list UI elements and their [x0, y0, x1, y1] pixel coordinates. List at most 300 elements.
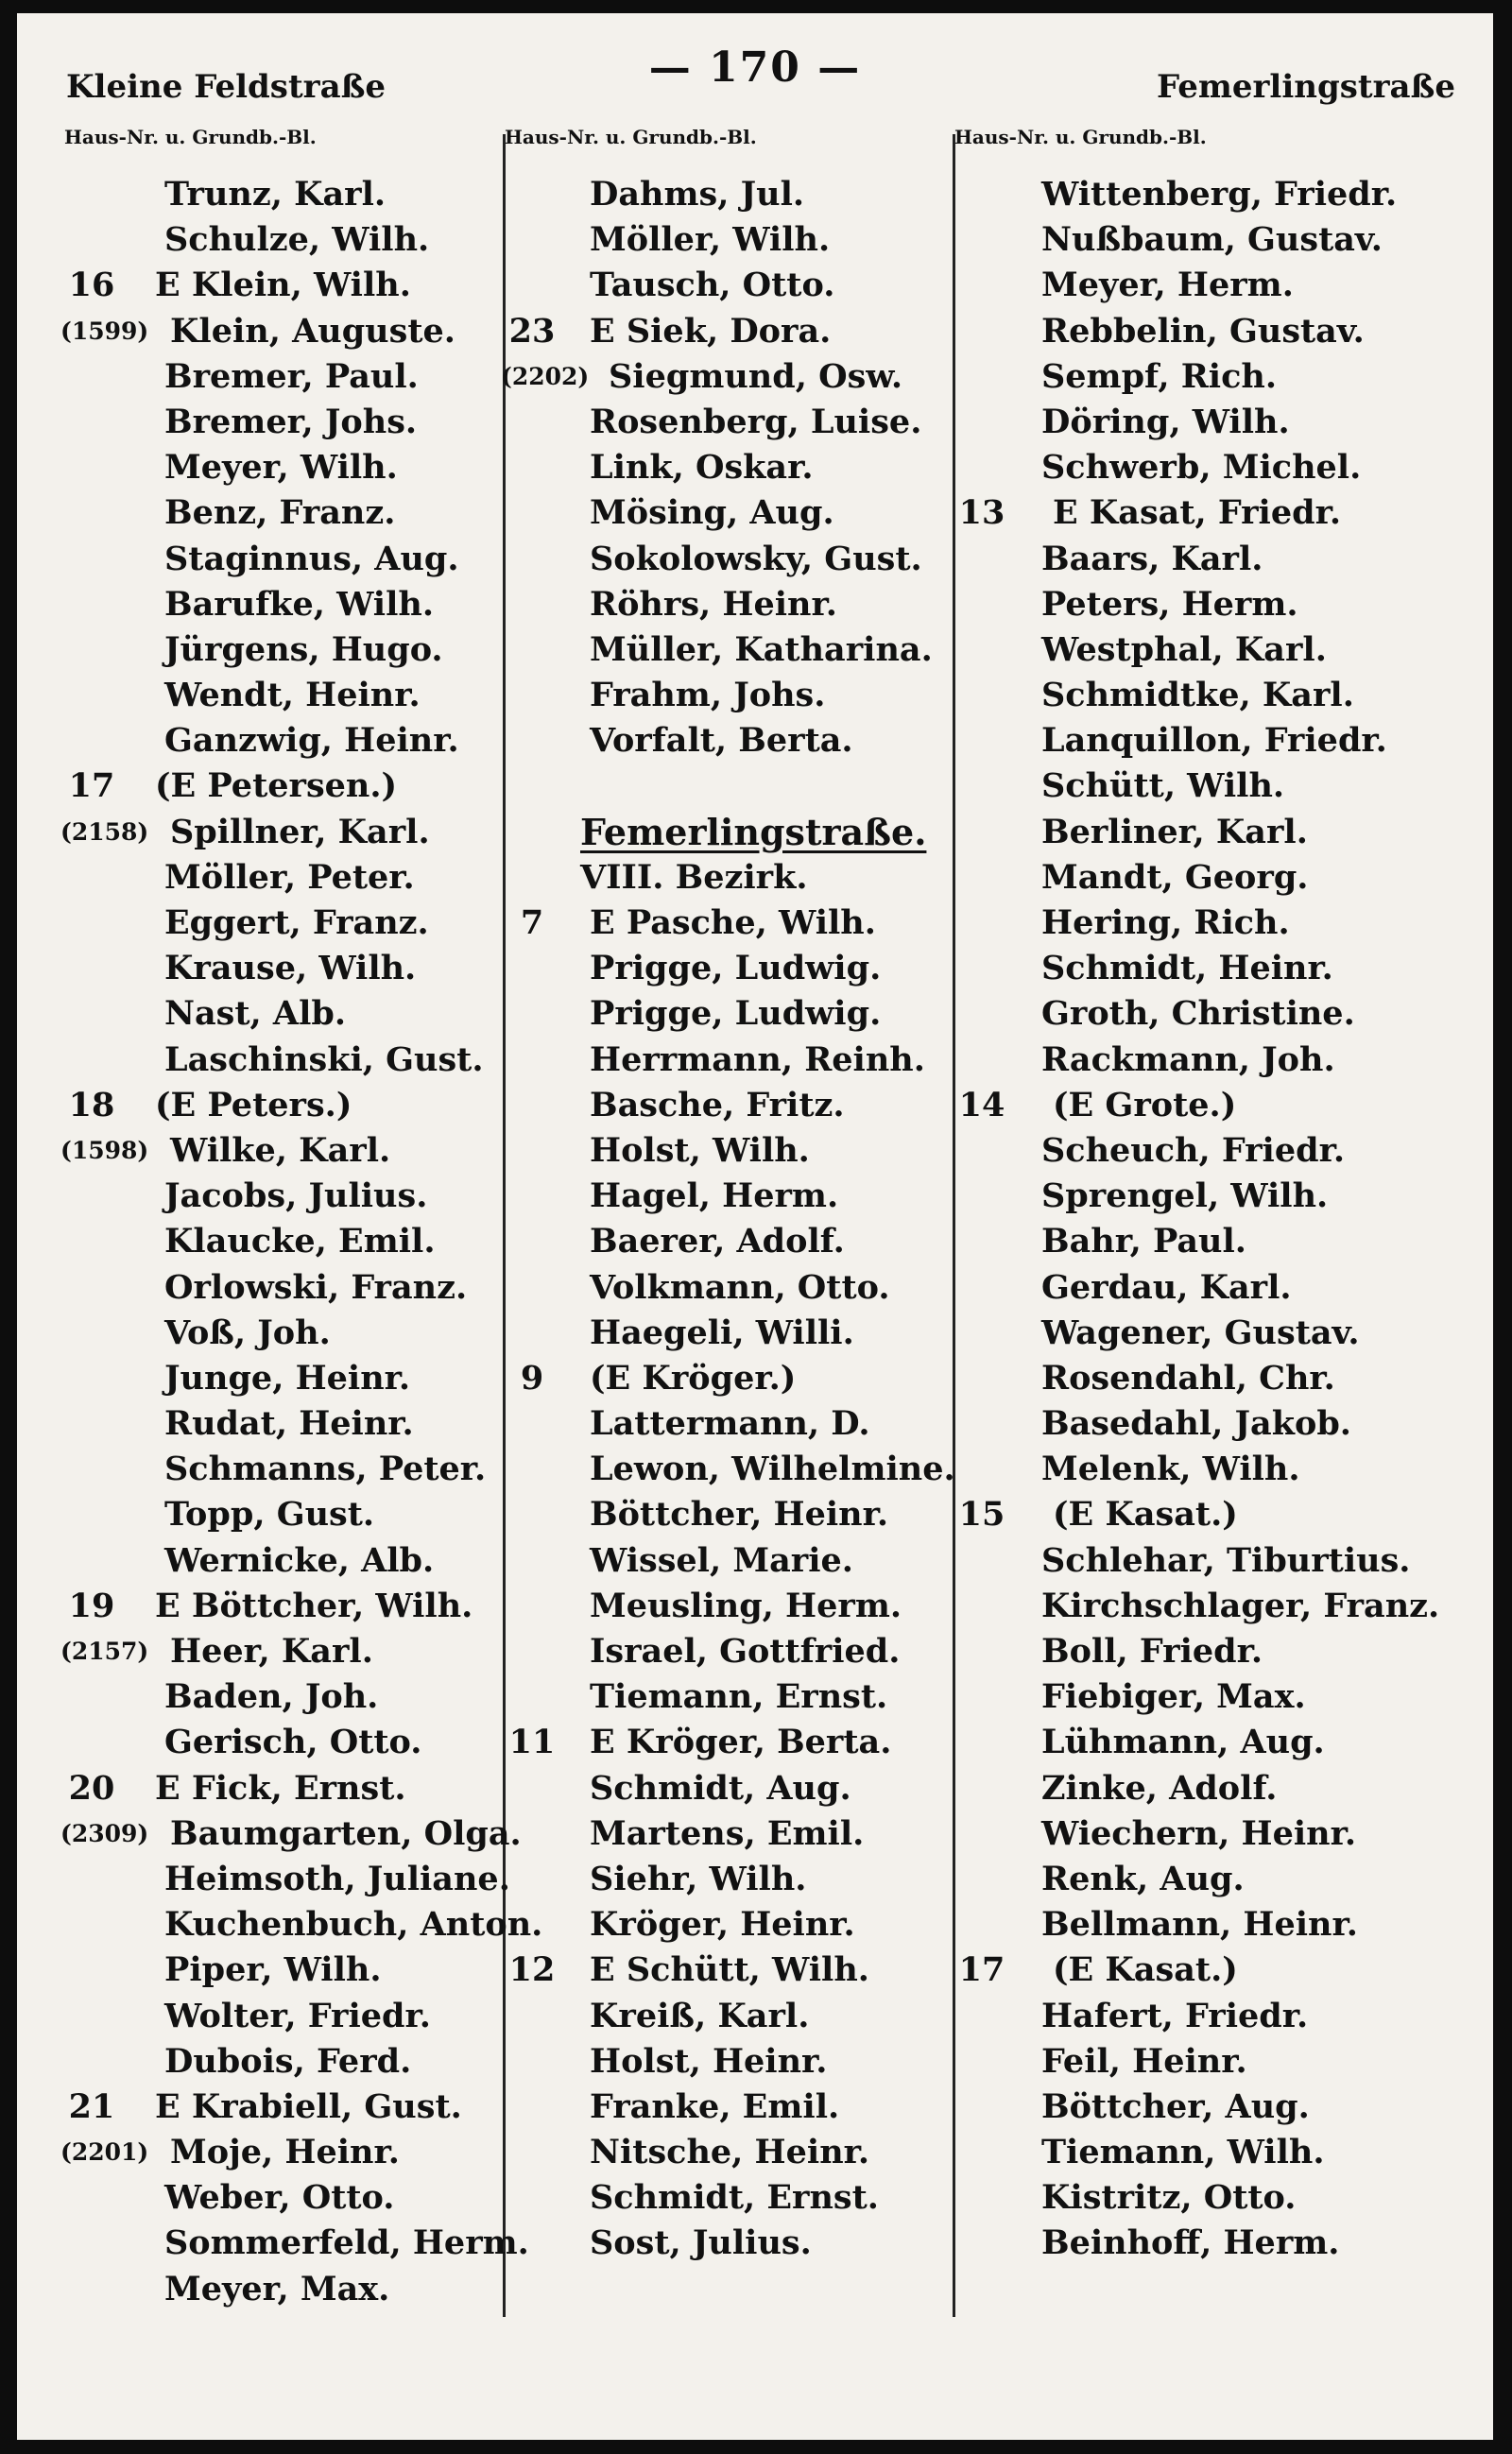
resident-name: Lanquillon, Friedr.: [1041, 721, 1387, 761]
resident-name: Volkmann, Otto.: [590, 1267, 890, 1307]
resident-name: Bremer, Paul.: [164, 356, 419, 396]
resident-name: Zinke, Adolf.: [1041, 1768, 1278, 1808]
resident-entry: [953, 1038, 1482, 1083]
resident-entry: [503, 1174, 947, 1219]
resident-name: Böttcher, Aug.: [1041, 2086, 1310, 2126]
resident-entry: [953, 1674, 1482, 1720]
resident-entry: [953, 1219, 1482, 1264]
resident-entry: [503, 1720, 947, 1765]
resident-entry: [62, 354, 507, 400]
resident-entry: [62, 718, 507, 764]
spacer-row: [503, 764, 947, 809]
resident-entry: [62, 1629, 507, 1674]
resident-name: Benz, Franz.: [164, 493, 396, 533]
resident-name: Vorfalt, Berta.: [590, 721, 853, 761]
resident-entry: [953, 582, 1482, 627]
resident-entry: [953, 810, 1482, 855]
house-number: 14: [958, 1085, 1005, 1124]
resident-name: Möller, Peter.: [164, 857, 415, 897]
resident-entry: [953, 2039, 1482, 2085]
resident-entry: [503, 2085, 947, 2130]
resident-name: Fiebiger, Max.: [1041, 1677, 1306, 1717]
resident-name: Prigge, Ludwig.: [590, 994, 882, 1034]
resident-entry: [953, 490, 1482, 536]
house-number: 15: [958, 1495, 1005, 1535]
resident-entry: [503, 309, 947, 354]
resident-entry: [62, 1265, 507, 1311]
resident-name: Bremer, Johs.: [164, 402, 418, 441]
resident-entry: [953, 217, 1482, 263]
resident-name: Renk, Aug.: [1041, 1859, 1245, 1898]
house-number: 23: [508, 311, 556, 351]
resident-name: Döring, Wilh.: [1041, 402, 1290, 441]
resident-entry: [62, 582, 507, 627]
resident-name: Wolter, Friedr.: [164, 1996, 431, 2035]
resident-name: Peters, Herm.: [1041, 584, 1298, 624]
resident-name: Heimsoth, Juliane.: [164, 1859, 510, 1898]
resident-name: Schulze, Wilh.: [164, 220, 430, 260]
resident-entry: [62, 1948, 507, 1993]
resident-name: Meyer, Wilh.: [164, 448, 398, 488]
column-header: Haus-Nr. u. Grundb.-Bl.: [64, 126, 317, 148]
resident-name: Westphal, Karl.: [1041, 629, 1327, 669]
resident-entry: [953, 764, 1482, 809]
resident-entry: [953, 901, 1482, 946]
resident-entry: [503, 490, 947, 536]
land-register-number: (2201): [60, 2138, 149, 2167]
resident-entry: [503, 991, 947, 1037]
resident-entry: [503, 1083, 947, 1128]
resident-entry: [62, 1356, 507, 1401]
resident-name: Israel, Gottfried.: [590, 1632, 901, 1671]
resident-name: Staginnus, Aug.: [164, 539, 459, 578]
resident-entry: [503, 1902, 947, 1948]
resident-name: Wissel, Marie.: [590, 1540, 853, 1580]
resident-entry: [953, 537, 1482, 582]
resident-entry: [503, 1766, 947, 1811]
resident-name: Basche, Fritz.: [590, 1085, 845, 1124]
resident-entry: [503, 1538, 947, 1584]
resident-entry: [503, 263, 947, 308]
district-label: VIII. Bezirk.: [580, 857, 808, 897]
resident-name: Meyer, Herm.: [1041, 266, 1294, 305]
resident-entry: [953, 718, 1482, 764]
resident-name: E Schütt, Wilh.: [590, 1950, 869, 1990]
header-street-left: Kleine Feldstraße: [66, 68, 387, 106]
resident-entry: [503, 1492, 947, 1537]
house-number: 19: [68, 1586, 115, 1625]
resident-name: Schütt, Wilh.: [1041, 766, 1285, 806]
resident-entry: [62, 2221, 529, 2266]
house-number: 13: [958, 493, 1005, 533]
header-street-right: Femerlingstraße: [1156, 68, 1455, 106]
resident-name: Boll, Friedr.: [1041, 1632, 1263, 1671]
resident-name: Möller, Wilh.: [590, 220, 831, 260]
resident-entry: [503, 2130, 947, 2175]
resident-name: Schmidtke, Karl.: [1041, 676, 1354, 715]
resident-entry: [953, 1584, 1482, 1629]
land-register-number: (2158): [60, 817, 149, 846]
resident-name: Lattermann, D.: [590, 1404, 870, 1444]
resident-name: Jürgens, Hugo.: [164, 629, 443, 669]
resident-name: Moje, Heinr.: [170, 2133, 400, 2172]
resident-entry: [60, 1811, 522, 1857]
resident-name: Schmidt, Aug.: [590, 1768, 851, 1808]
resident-entry: [953, 627, 1482, 673]
resident-entry: [62, 1674, 507, 1720]
resident-entry: [503, 1311, 947, 1356]
resident-entry: [503, 1447, 955, 1492]
resident-entry: [953, 263, 1482, 308]
resident-name: Rudat, Heinr.: [164, 1404, 414, 1444]
resident-entry: [62, 627, 507, 673]
resident-name: Tiemann, Ernst.: [590, 1677, 888, 1717]
resident-entry: [953, 1128, 1482, 1174]
resident-name: E Böttcher, Wilh.: [155, 1586, 473, 1625]
resident-name: Sost, Julius.: [590, 2223, 812, 2263]
resident-entry: [62, 490, 507, 536]
resident-entry: [953, 1994, 1482, 2039]
district-heading: [503, 855, 947, 901]
resident-name: Hafert, Friedr.: [1041, 1996, 1309, 2035]
resident-name: Beinhoff, Herm.: [1041, 2223, 1340, 2263]
resident-entry: [953, 1356, 1482, 1401]
resident-entry: [503, 1629, 947, 1674]
resident-entry: [953, 400, 1482, 445]
resident-name: E Kröger, Berta.: [590, 1723, 892, 1762]
resident-entry: [62, 217, 507, 263]
resident-name: Röhrs, Heinr.: [590, 584, 837, 624]
resident-entry: [62, 2267, 507, 2312]
resident-entry: [62, 1447, 507, 1492]
resident-entry: [62, 1174, 507, 1219]
resident-entry: [503, 537, 947, 582]
resident-name: Rosendahl, Chr.: [1041, 1358, 1335, 1398]
column-2: [501, 126, 955, 2267]
resident-entry: [503, 627, 947, 673]
resident-name: (E Kasat.): [1053, 1495, 1238, 1535]
resident-name: Jacobs, Julius.: [164, 1176, 428, 1216]
resident-name: Schmidt, Ernst.: [590, 2178, 879, 2218]
resident-entry: [953, 1538, 1482, 1584]
resident-name: E Pasche, Wilh.: [590, 903, 876, 942]
resident-entry: [503, 1674, 947, 1720]
resident-entry: [503, 582, 947, 627]
resident-entry: [953, 1948, 1482, 1993]
resident-entry: [953, 1811, 1482, 1857]
resident-entry: [953, 1083, 1482, 1128]
resident-entry: [62, 445, 507, 490]
resident-name: E Siek, Dora.: [590, 311, 832, 351]
resident-entry: [503, 673, 947, 718]
resident-name: Haegeli, Willi.: [590, 1313, 854, 1352]
house-number: 20: [68, 1768, 115, 1808]
directory-page: [17, 13, 1493, 2440]
resident-name: Orlowski, Franz.: [164, 1267, 468, 1307]
resident-name: Sprengel, Wilh.: [1041, 1176, 1329, 1216]
resident-name: Bahr, Paul.: [1041, 1222, 1246, 1261]
resident-name: Herrmann, Reinh.: [590, 1039, 925, 1079]
resident-name: Gerisch, Otto.: [164, 1723, 422, 1762]
resident-name: Lewon, Wilhelmine.: [590, 1450, 955, 1489]
resident-name: Kreiß, Karl.: [590, 1996, 810, 2035]
resident-entry: [503, 1265, 947, 1311]
resident-name: (E Kröger.): [590, 1358, 797, 1398]
resident-name: Prigge, Ludwig.: [590, 949, 882, 988]
resident-entry: [503, 354, 947, 400]
resident-name: Heer, Karl.: [170, 1632, 373, 1671]
resident-entry: [953, 1857, 1482, 1902]
resident-entry: [953, 2175, 1482, 2221]
resident-entry: [503, 1584, 947, 1629]
resident-entry: [62, 1311, 507, 1356]
resident-name: Weber, Otto.: [164, 2178, 395, 2218]
resident-entry: [62, 991, 507, 1037]
resident-name: Nußbaum, Gustav.: [1041, 220, 1383, 260]
house-number: 21: [68, 2086, 115, 2126]
house-number: 11: [508, 1723, 556, 1762]
resident-name: Nast, Alb.: [164, 994, 347, 1034]
resident-name: Holst, Heinr.: [590, 2041, 828, 2081]
resident-entry: [62, 1584, 507, 1629]
resident-name: Baumgarten, Olga.: [170, 1813, 522, 1853]
resident-name: Basedahl, Jakob.: [1041, 1404, 1351, 1444]
house-number: 17: [68, 766, 115, 806]
house-number: 7: [520, 903, 544, 942]
resident-entry: [62, 2085, 507, 2130]
resident-name: Schlehar, Tiburtius.: [1041, 1540, 1411, 1580]
resident-entry: [953, 2085, 1482, 2130]
resident-name: Baerer, Adolf.: [590, 1222, 845, 1261]
resident-name: Wendt, Heinr.: [164, 676, 421, 715]
resident-name: E Fick, Ernst.: [155, 1768, 406, 1808]
resident-entry: [503, 445, 947, 490]
house-number: 12: [508, 1950, 556, 1990]
resident-name: Melenk, Wilh.: [1041, 1450, 1300, 1489]
resident-entry: [62, 1401, 507, 1447]
resident-name: Scheuch, Friedr.: [1041, 1130, 1345, 1170]
resident-name: E Klein, Wilh.: [155, 266, 411, 305]
resident-entry: [503, 217, 947, 263]
resident-name: Krause, Wilh.: [164, 949, 417, 988]
resident-entry: [503, 2039, 947, 2085]
land-register-number: (1599): [60, 317, 149, 345]
resident-entry: [62, 1994, 507, 2039]
resident-name: Schmidt, Heinr.: [1041, 949, 1333, 988]
resident-entry: [503, 2221, 947, 2266]
land-register-number: (2157): [60, 1638, 149, 1665]
resident-entry: [953, 1174, 1482, 1219]
resident-name: Schmanns, Peter.: [164, 1450, 487, 1489]
resident-entry: [953, 172, 1482, 217]
resident-entry: [62, 2039, 507, 2085]
resident-name: Rosenberg, Luise.: [590, 402, 922, 441]
resident-entry: [953, 1265, 1482, 1311]
resident-entry: [503, 1401, 947, 1447]
resident-entry: [62, 673, 507, 718]
resident-entry: [953, 946, 1482, 991]
resident-entry: [503, 172, 947, 217]
resident-name: Rebbelin, Gustav.: [1041, 311, 1365, 351]
resident-name: Schwerb, Michel.: [1041, 448, 1362, 488]
resident-name: Mandt, Georg.: [1041, 857, 1309, 897]
resident-name: Wilke, Karl.: [170, 1130, 391, 1170]
resident-entry: [62, 901, 507, 946]
resident-entry: [953, 1629, 1482, 1674]
resident-name: Kröger, Heinr.: [590, 1905, 855, 1945]
resident-entry: [62, 309, 507, 354]
resident-name: Nitsche, Heinr.: [590, 2133, 870, 2172]
resident-entry: [953, 309, 1482, 354]
resident-entry: [953, 1311, 1482, 1356]
resident-entry: [62, 1038, 507, 1083]
resident-name: Wernicke, Alb.: [164, 1540, 435, 1580]
resident-name: Wittenberg, Friedr.: [1041, 175, 1398, 214]
resident-name: Böttcher, Heinr.: [590, 1495, 889, 1535]
page-number: — 170 —: [648, 43, 862, 92]
resident-entry: [953, 1766, 1482, 1811]
resident-name: Hagel, Herm.: [590, 1176, 839, 1216]
resident-name: Lühmann, Aug.: [1041, 1723, 1325, 1762]
resident-entry: [953, 445, 1482, 490]
resident-entry: [62, 172, 507, 217]
resident-entry: [503, 1857, 947, 1902]
resident-entry: [62, 1902, 543, 1948]
resident-name: Meusling, Herm.: [590, 1586, 902, 1625]
resident-entry: [503, 2175, 947, 2221]
resident-entry: [62, 764, 507, 809]
resident-entry: [62, 1538, 507, 1584]
resident-name: Meyer, Max.: [164, 2269, 390, 2308]
resident-entry: [503, 901, 947, 946]
resident-name: Tausch, Otto.: [590, 266, 835, 305]
resident-name: E Kasat, Friedr.: [1053, 493, 1342, 533]
house-number: 16: [68, 266, 115, 305]
resident-entry: [953, 991, 1482, 1037]
resident-name: Klein, Auguste.: [170, 311, 455, 351]
resident-entry: [62, 1720, 507, 1765]
resident-name: Frahm, Johs.: [590, 676, 826, 715]
resident-name: Kistritz, Otto.: [1041, 2178, 1297, 2218]
resident-entry: [953, 1720, 1482, 1765]
resident-entry: [953, 2221, 1482, 2266]
resident-entry: [953, 1447, 1482, 1492]
resident-name: Tiemann, Wilh.: [1041, 2133, 1325, 2172]
resident-name: Rackmann, Joh.: [1041, 1039, 1335, 1079]
street-label: Femerlingstraße.: [580, 810, 927, 853]
resident-entry: [503, 1811, 947, 1857]
resident-entry: [503, 1038, 947, 1083]
resident-name: Berliner, Karl.: [1041, 812, 1308, 851]
resident-entry: [62, 2130, 507, 2175]
resident-name: Groth, Christine.: [1041, 994, 1355, 1034]
resident-entry: [503, 1948, 947, 1993]
resident-entry: [953, 2130, 1482, 2175]
resident-entry: [62, 263, 507, 308]
column-header: Haus-Nr. u. Grundb.-Bl.: [954, 126, 1207, 148]
resident-entry: [503, 1219, 947, 1264]
column-3: [953, 127, 1482, 2267]
resident-entry: [503, 400, 947, 445]
resident-entry: [62, 1857, 510, 1902]
resident-name: Ganzwig, Heinr.: [164, 721, 459, 761]
resident-entry: [503, 1356, 947, 1401]
resident-name: Bellmann, Heinr.: [1041, 1905, 1358, 1945]
resident-entry: [62, 1083, 507, 1128]
resident-name: Trunz, Karl.: [164, 175, 387, 214]
resident-name: Dahms, Jul.: [590, 175, 805, 214]
resident-entry: [62, 2175, 507, 2221]
land-register-number: (2309): [60, 1819, 149, 1847]
house-number: 18: [68, 1085, 115, 1124]
resident-entry: [62, 1219, 507, 1264]
resident-name: Topp, Gust.: [164, 1495, 375, 1535]
resident-name: Link, Oskar.: [590, 448, 814, 488]
resident-entry: [953, 354, 1482, 400]
resident-name: Klaucke, Emil.: [164, 1222, 436, 1261]
resident-name: Sempf, Rich.: [1041, 356, 1278, 396]
resident-name: Voß, Joh.: [164, 1313, 331, 1352]
resident-name: (E Peters.): [155, 1085, 352, 1124]
resident-name: (E Petersen.): [155, 766, 398, 806]
resident-entry: [953, 1492, 1482, 1537]
house-number: 9: [520, 1358, 544, 1398]
resident-name: Sommerfeld, Herm.: [164, 2223, 529, 2263]
resident-entry: [62, 946, 507, 991]
resident-name: Piper, Wilh.: [164, 1950, 382, 1990]
resident-entry: [62, 400, 507, 445]
resident-entry: [953, 673, 1482, 718]
resident-entry: [953, 1401, 1482, 1447]
resident-entry: [503, 946, 947, 991]
resident-name: Siegmund, Osw.: [609, 356, 903, 396]
resident-name: Spillner, Karl.: [170, 812, 430, 851]
resident-name: Holst, Wilh.: [590, 1130, 810, 1170]
page-header: [17, 30, 1493, 106]
resident-name: Feil, Heinr.: [1041, 2041, 1247, 2081]
resident-name: Hering, Rich.: [1041, 903, 1290, 942]
resident-name: Sokolowsky, Gust.: [590, 539, 922, 578]
resident-name: Franke, Emil.: [590, 2086, 840, 2126]
resident-name: Wagener, Gustav.: [1041, 1313, 1360, 1352]
resident-name: Müller, Katharina.: [590, 629, 933, 669]
resident-name: E Krabiell, Gust.: [155, 2086, 462, 2126]
land-register-number: (2202): [501, 362, 590, 390]
resident-name: Wiechern, Heinr.: [1041, 1813, 1357, 1853]
resident-name: Barufke, Wilh.: [164, 584, 435, 624]
resident-name: (E Kasat.): [1053, 1950, 1238, 1990]
resident-entry: [503, 1128, 947, 1174]
resident-name: Mösing, Aug.: [590, 493, 834, 533]
resident-name: Baden, Joh.: [164, 1677, 379, 1717]
resident-name: Baars, Karl.: [1041, 539, 1263, 578]
resident-name: Laschinski, Gust.: [164, 1039, 484, 1079]
resident-name: Dubois, Ferd.: [164, 2041, 412, 2081]
street-heading: [503, 810, 947, 855]
resident-entry: [953, 855, 1482, 901]
resident-entry: [62, 1128, 507, 1174]
land-register-number: (1598): [60, 1136, 149, 1164]
resident-entry: [62, 810, 507, 855]
resident-entry: [503, 1994, 947, 2039]
column-header: Haus-Nr. u. Grundb.-Bl.: [505, 126, 757, 148]
resident-entry: [62, 855, 507, 901]
resident-name: Eggert, Franz.: [164, 903, 429, 942]
resident-name: Junge, Heinr.: [164, 1358, 411, 1398]
resident-entry: [503, 718, 947, 764]
resident-name: Gerdau, Karl.: [1041, 1267, 1292, 1307]
resident-name: Siehr, Wilh.: [590, 1859, 807, 1898]
